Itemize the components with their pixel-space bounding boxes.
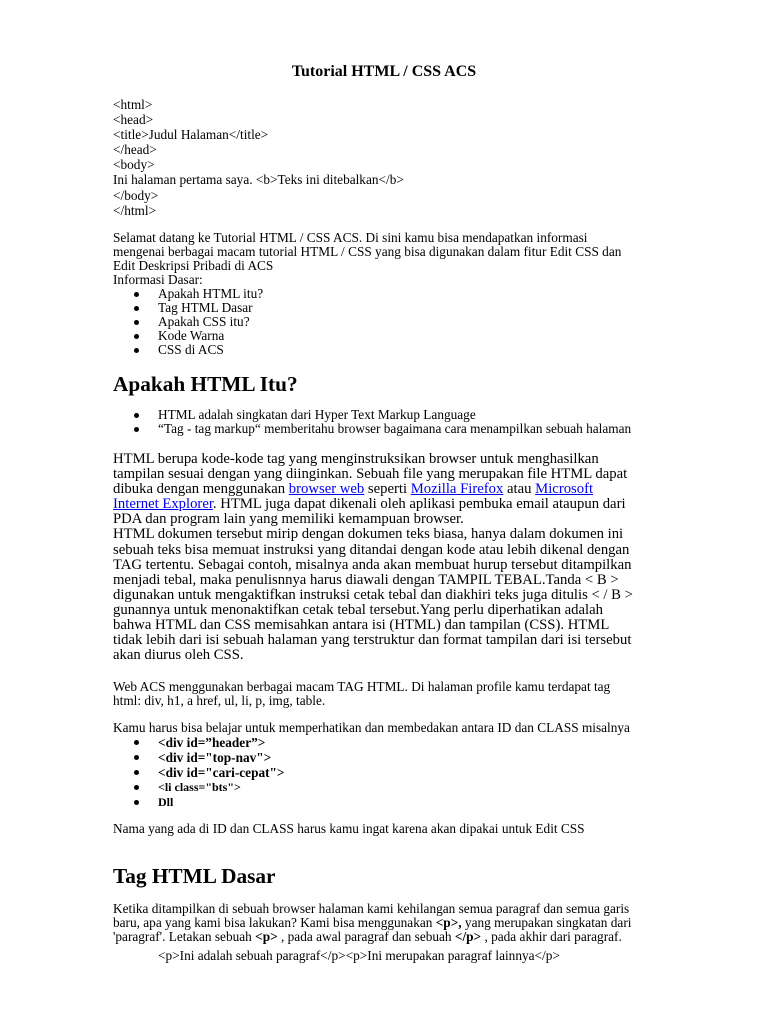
html-definition-list bbox=[113, 408, 631, 437]
text-line bbox=[113, 482, 658, 497]
list-item: “Tag - tag markup“ memberitahu browser bagaimana cara menampilkan sebuah halaman bbox=[113, 422, 631, 436]
code-example-block bbox=[113, 97, 404, 218]
mozilla-firefox-link[interactable]: Mozilla Firefox bbox=[410, 481, 504, 498]
text-span-bold: </p> bbox=[454, 929, 482, 944]
code-line: </html> bbox=[113, 202, 157, 218]
text-line: digunakan untuk mengaktifkan instruksi cetak tebal dan diakhiri teks juga ditulis < / B > bbox=[113, 586, 633, 603]
intro-paragraph bbox=[113, 231, 658, 287]
microsoft-link[interactable]: Microsoft bbox=[535, 481, 594, 498]
list-item: Dll bbox=[113, 795, 285, 810]
list-item: <li class="bts"> bbox=[113, 780, 285, 795]
page-title: Tutorial HTML / CSS ACS bbox=[291, 63, 477, 80]
text-line: Web ACS menggunakan berbagai macam TAG HTML. Di halaman profile kamu terdapat tag bbox=[113, 679, 611, 694]
text-span: 'paragraf'. Letakan sebuah bbox=[113, 929, 256, 944]
list-item: Kode Warna bbox=[113, 329, 263, 343]
list-item: <div id="cari-cepat"> bbox=[113, 765, 285, 780]
text-span-bold: <p> bbox=[255, 929, 278, 944]
text-line: tampilan sesuai dengan yang diinginkan. Sebuah file yang merupakan file HTML dapat bbox=[113, 466, 628, 483]
text-line: akan diurus oleh CSS. bbox=[113, 647, 244, 664]
section-heading-apakah-html: Apakah HTML Itu? bbox=[113, 372, 298, 396]
code-line: </body> bbox=[113, 187, 159, 203]
intro-line: mengenai berbagai macam tutorial HTML / CSS yang bisa digunakan dalam fitur Edit CSS dan bbox=[113, 244, 622, 259]
text-line: tidak lebih dari isi sebuah halaman yang terstruktur dan format tampilan dari isi tersebut bbox=[113, 632, 632, 649]
id-class-intro: Kamu harus bisa belajar untuk memperhatikan dan membedakan antara ID dan CLASS misalnya bbox=[113, 720, 630, 735]
text-span: dibuka dengan menggunakan bbox=[113, 481, 289, 498]
tag-html-paragraph bbox=[113, 902, 673, 944]
text-span: baru, apa yang kami bisa lakukan? Kami bisa menggunakan bbox=[113, 915, 436, 930]
id-class-note: Nama yang ada di ID dan CLASS harus kamu ingat karena akan dipakai untuk Edit CSS bbox=[113, 821, 585, 836]
text-line: Ketika ditampilkan di sebuah browser halaman kami kehilangan semua paragraf dan semua garis bbox=[113, 901, 630, 916]
text-line: menjadi tebal, maka penulisnnya harus diawali dengan TAMPIL TEBAL.Tanda < B > bbox=[113, 571, 619, 588]
text-line: sebuah teks bisa memuat instruksi yang ditandai dengan kode atau lebih dikenal dengan bbox=[113, 541, 630, 558]
text-span-bold: <p>, bbox=[435, 915, 462, 930]
text-line: bahwa HTML dan CSS memisahkan antara isi (HTML) dan tampilan (CSS). HTML bbox=[113, 617, 610, 634]
list-item: <div id="top-nav"> bbox=[113, 750, 285, 765]
text-line: TAG tertentu. Sebagai contoh, misalnya anda akan membuat hurup tersebut ditampilkan bbox=[113, 556, 632, 573]
list-item: Apakah HTML itu? bbox=[113, 287, 263, 301]
text-span: . HTML juga dapat dikenali oleh aplikasi pembuka email ataupun dari bbox=[212, 496, 626, 513]
text-span: , pada akhir dari paragraf. bbox=[481, 929, 622, 944]
id-class-example-list bbox=[113, 735, 285, 810]
internet-explorer-link[interactable]: Internet Explorer bbox=[113, 496, 213, 513]
text-span: seperti bbox=[364, 481, 411, 498]
text-line: html: div, h1, a href, ul, li, p, img, table. bbox=[113, 693, 326, 708]
code-line: Ini halaman pertama saya. <b>Teks ini ditebalkan</b> bbox=[113, 172, 404, 188]
text-line bbox=[113, 930, 673, 944]
text-line bbox=[113, 497, 658, 512]
text-span: yang merupakan singkatan dari bbox=[461, 915, 632, 930]
text-line: HTML berupa kode-kode tag yang menginstruksikan browser untuk menghasilkan bbox=[113, 451, 599, 467]
list-item: Apakah CSS itu? bbox=[113, 315, 263, 329]
list-item: HTML adalah singkatan dari Hyper Text Markup Language bbox=[113, 408, 631, 422]
list-item: <div id=”header”> bbox=[113, 735, 285, 750]
code-line: <body> bbox=[113, 157, 155, 173]
intro-topic-list bbox=[113, 287, 263, 357]
text-line: gunannya untuk menonaktifkan cetak tebal tersebut.Yang perlu diperhatikan adalah bbox=[113, 601, 603, 618]
intro-line: Edit Deskripsi Pribadi di ACS bbox=[113, 258, 274, 273]
browser-web-link[interactable]: browser web bbox=[288, 481, 365, 498]
section-heading-tag-html-dasar: Tag HTML Dasar bbox=[113, 864, 276, 888]
paragraph-code-example: <p>Ini adalah sebuah paragraf</p><p>Ini merupakan paragraf lainnya</p> bbox=[158, 948, 560, 963]
intro-line: Selamat datang ke Tutorial HTML / CSS ACS. Di sini kamu bisa mendapatkan informasi bbox=[113, 230, 588, 245]
code-line: <head> bbox=[113, 112, 154, 128]
html-explanation-paragraph bbox=[113, 452, 658, 663]
intro-line: Informasi Dasar: bbox=[113, 272, 203, 287]
text-line: HTML dokumen tersebut mirip dengan dokumen teks biasa, hanya dalam dokumen ini bbox=[113, 526, 624, 543]
text-line: PDA dan program lain yang memiliki kemampuan browser. bbox=[113, 511, 464, 528]
code-line: <title>Judul Halaman</title> bbox=[113, 127, 269, 143]
code-line: </head> bbox=[113, 142, 157, 158]
text-span: atau bbox=[503, 481, 536, 498]
text-line bbox=[113, 916, 673, 930]
list-item: CSS di ACS bbox=[113, 343, 263, 357]
text-span: , pada awal paragraf dan sebuah bbox=[277, 929, 455, 944]
web-acs-paragraph bbox=[113, 680, 658, 708]
code-line: <html> bbox=[113, 97, 153, 112]
list-item: Tag HTML Dasar bbox=[113, 301, 263, 315]
